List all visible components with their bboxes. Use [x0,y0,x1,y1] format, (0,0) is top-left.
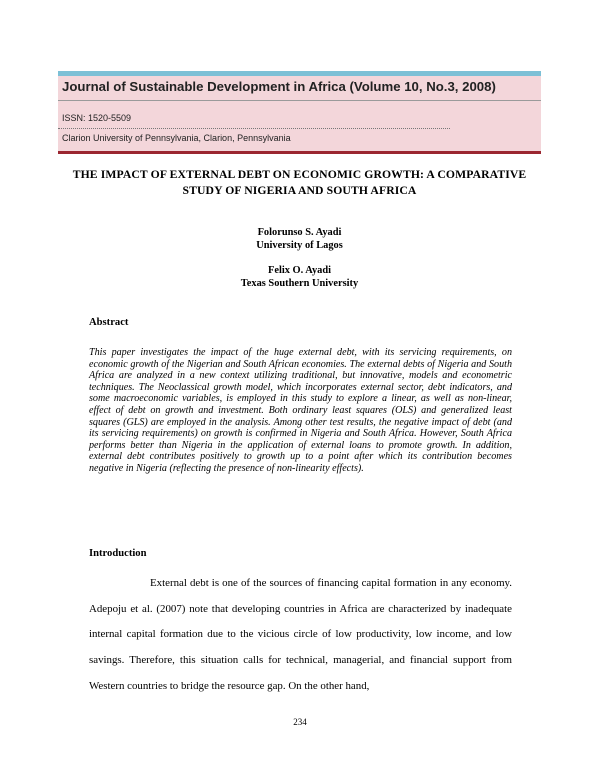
abstract-heading: Abstract [89,317,129,328]
paper-title: THE IMPACT OF EXTERNAL DEBT ON ECONOMIC GROWTH: A COMPARATIVE STUDY OF NIGERIA AND SOUTH AFRICA [72,168,527,197]
author-name: Felix O. Ayadi [267,265,332,276]
author-block [58,264,541,290]
publisher-affiliation: Clarion University of Pennsylvania, Clarion, Pennsylvania [62,133,291,143]
introduction-text: External debt is one of the sources of financing capital formation in any economy. Adepoju et al. (2007) note that developing countries in Africa are characterized by inadequate internal capital formation due to the vicious circle of low productivity, low income, and low savings. Therefore, this situation calls for technical, managerial, and financial support from Western countries to bridge the resource gap. On the other hand, [89,577,512,692]
header-bottom-rule [58,151,541,154]
issn: ISSN: 1520-5509 [62,113,132,123]
author-affiliation: Texas Southern University [240,278,359,289]
abstract-text: This paper investigates the impact of the huge external debt, with its servicing requirements, on economic growth of the Nigerian and South African economies. The external debts of Nigeria and South Africa are analyzed in a new context utilizing traditional, but innovative, models and econometric techniques. The Neoclassical growth model, which incorporates external sector, debt indicators, and some macroeconomic variables, is employed in this study to explore a linear, as well as non-linear, effect of debt on growth and investment. Both ordinary least squares (OLS) and generalized least squares (GLS) are employed in the analysis. Among other test results, the negative impact of debt (and its servicing requirements) on growth is confirmed in Nigeria and South Africa. However, South Africa performs better than Nigeria in the application of external loans to promote growth. In addition, external debt contributes positively to growth up to a point after which its contribution becomes negative in Nigeria (reflecting the presence of non-linearity effects). [89,347,512,474]
header-dotted-divider [58,128,450,129]
page-number: 234 [293,717,307,727]
journal-title: Journal of Sustainable Development in Africa (Volume 10, No.3, 2008) [62,79,496,94]
author-name: Folorunso S. Ayadi [257,227,342,238]
header-divider [58,100,541,101]
introduction-heading: Introduction [89,548,147,559]
author-affiliation: University of Lagos [256,240,343,251]
journal-header [58,71,541,154]
author-block [58,226,541,252]
